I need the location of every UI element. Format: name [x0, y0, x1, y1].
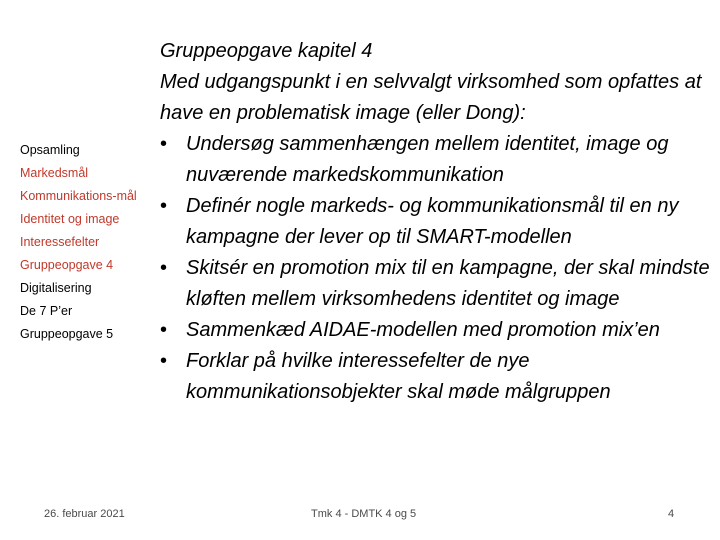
- bullet-item: [160, 253, 710, 315]
- sidebar-item-interessefelter[interactable]: Interessefelter: [20, 235, 100, 249]
- bullet-list: [160, 129, 710, 408]
- sidebar-item-markedsmaal[interactable]: Markedsmål: [20, 166, 89, 180]
- sidebar-item-gruppeopgave-5[interactable]: Gruppeopgave 5: [20, 327, 114, 341]
- bullet-text: Forklar på hvilke interessefelter de nye kommunikationsobjekter skal møde målgruppen: [186, 350, 611, 403]
- sidebar-item-digitalisering[interactable]: Digitalisering: [20, 281, 92, 295]
- bullet-text: Sammenkæd AIDAE-modellen med promotion mix’en: [186, 319, 660, 341]
- sidebar-item-kommunikationsmaal[interactable]: Kommunikations-mål: [20, 189, 137, 203]
- bullet-icon: •: [160, 133, 168, 155]
- bullet-item: [160, 191, 710, 253]
- footer-date: 26. februar 2021: [44, 508, 125, 520]
- slide-content: [160, 36, 710, 408]
- bullet-item: [160, 129, 710, 191]
- page-number: 4: [668, 508, 675, 520]
- bullet-item: [160, 315, 710, 346]
- sidebar-item-opsamling[interactable]: Opsamling: [20, 143, 80, 157]
- slide-intro: Med udgangspunkt i en selvvalgt virksomhed som opfattes at have en problematisk image (eller Dong):: [160, 71, 702, 124]
- bullet-icon: •: [160, 319, 168, 341]
- bullet-icon: •: [160, 350, 168, 372]
- sidebar-item-de-7-per[interactable]: De 7 P’er: [20, 304, 73, 318]
- sidebar-item-identitet-og-image[interactable]: Identitet og image: [20, 212, 120, 226]
- bullet-text: Skitsér en promotion mix til en kampagne, der skal mindste kløften mellem virksomhedens identitet og image: [186, 257, 710, 310]
- bullet-text: Undersøg sammenhængen mellem identitet, image og nuværende markedskommunikation: [186, 133, 669, 186]
- sidebar-nav: [20, 143, 150, 350]
- slide-title: Gruppeopgave kapitel 4: [160, 40, 373, 62]
- bullet-icon: •: [160, 257, 168, 279]
- footer-center-text: Tmk 4 - DMTK 4 og 5: [311, 508, 417, 520]
- bullet-text: Definér nogle markeds- og kommunikationsmål til en ny kampagne der lever op til SMART-modellen: [186, 195, 679, 248]
- sidebar-item-gruppeopgave-4[interactable]: Gruppeopgave 4: [20, 258, 114, 272]
- bullet-item: [160, 346, 710, 408]
- bullet-icon: •: [160, 195, 168, 217]
